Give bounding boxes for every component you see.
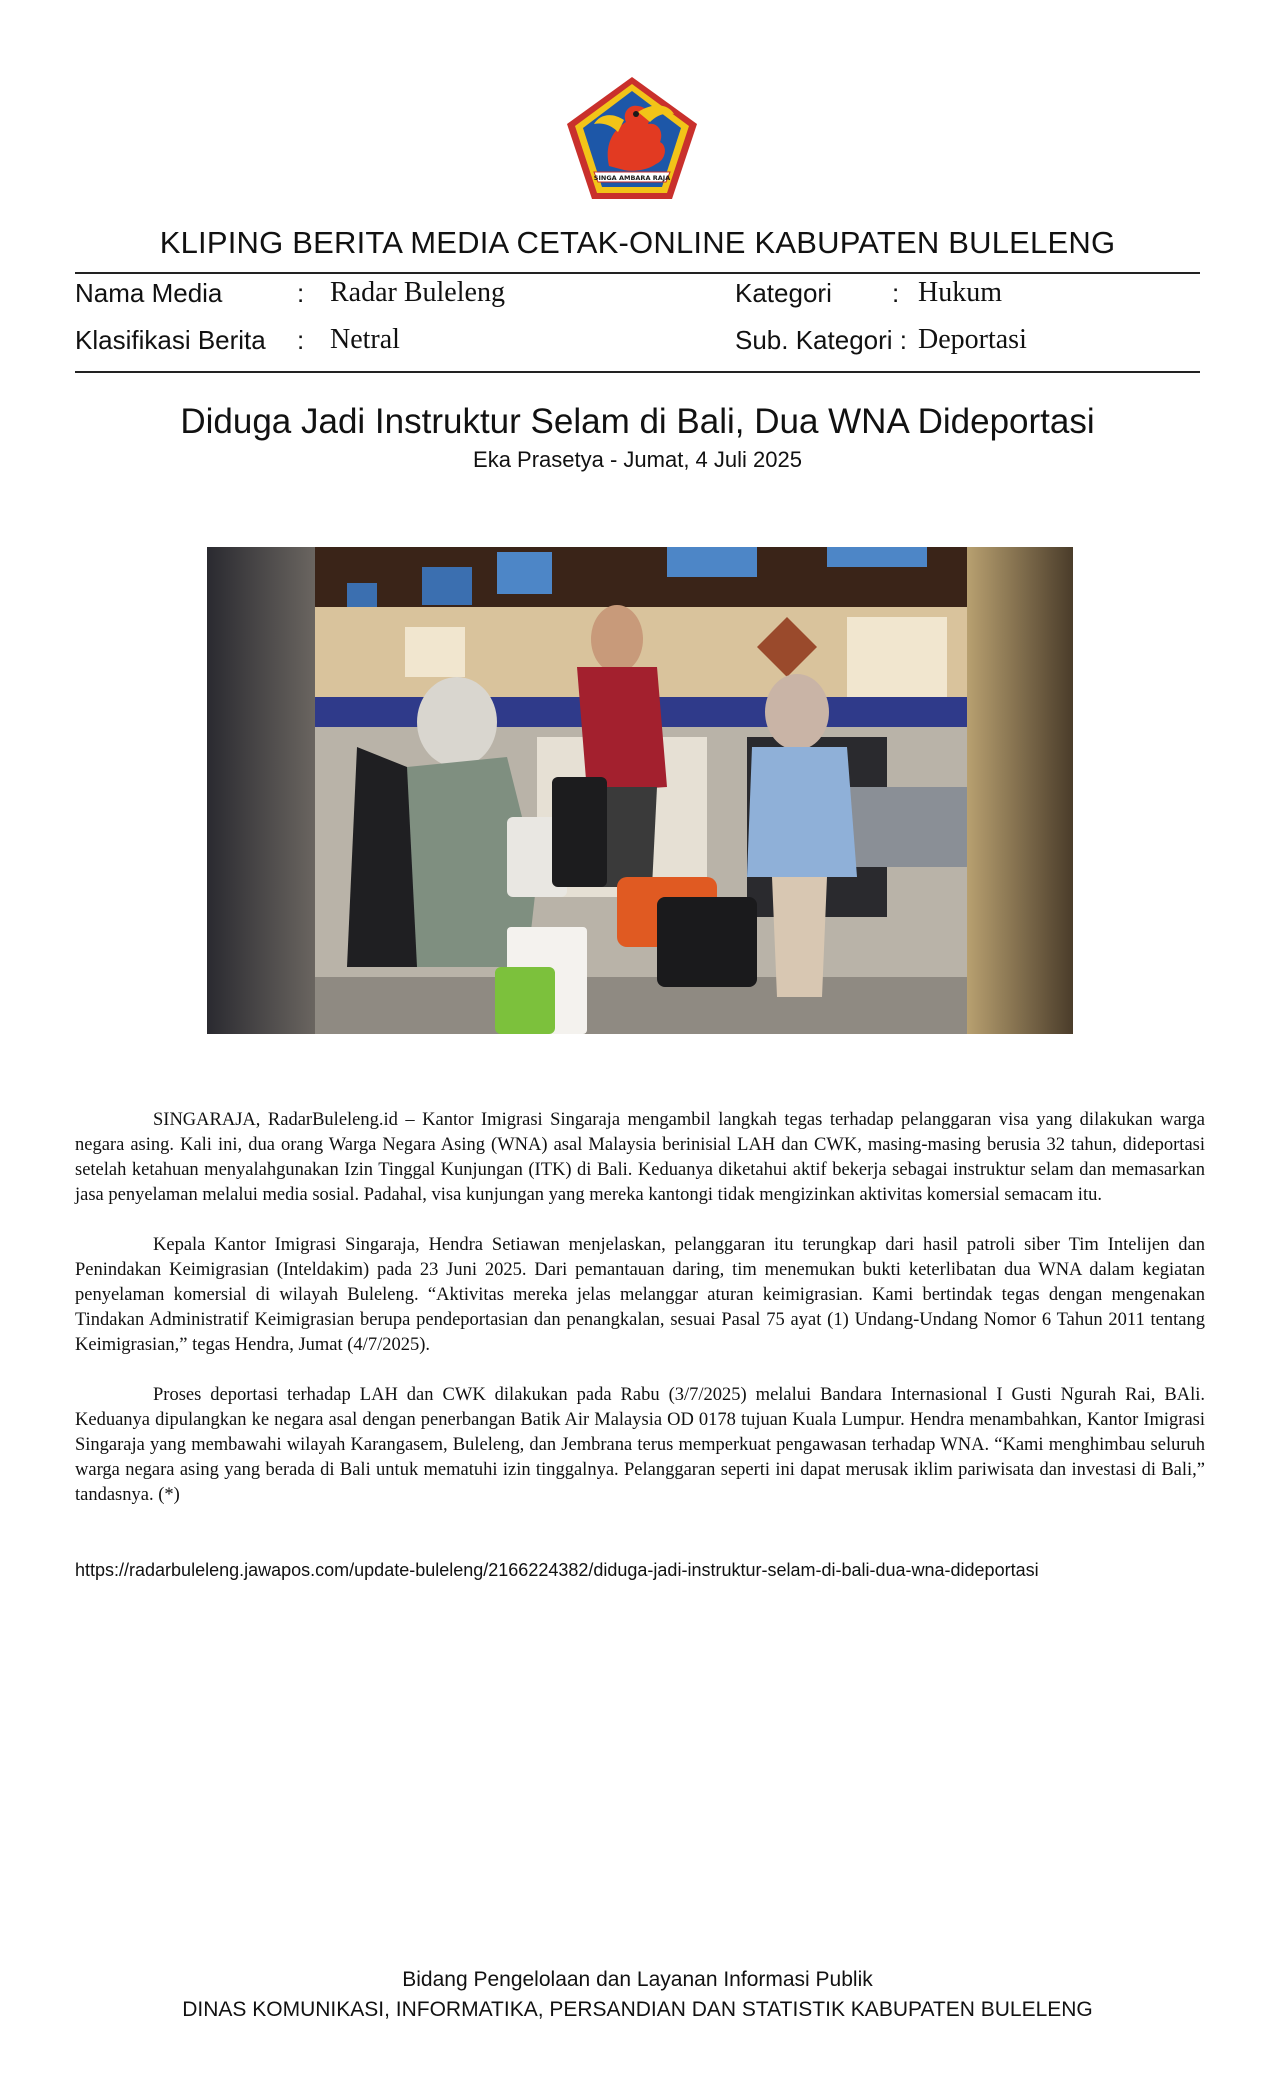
media-colon: : [297, 278, 305, 308]
klasifikasi-label: Klasifikasi Berita [75, 325, 266, 355]
logo-motto: SINGA AMBARA RAJA [593, 174, 671, 182]
article-paragraph-2: Kepala Kantor Imigrasi Singaraja, Hendra Setiawan menjelaskan, pelanggaran itu terungkap dari hasil patroli siber Tim Intelijen dan Penindakan Keimigrasian (Inteldakim) pada 23 Juni 2025. Dari pemantauan daring, tim menemukan bukti keterlibatan dua WNA dalam kegiatan penyelaman komersial di wilayah Buleleng. “Aktivitas mereka jelas melanggar aturan keimigrasian. Kami bertindak tegas dengan mengenakan Tindakan Administratif Keimigrasian berupa pendeportasian dan penangkalan, sesuai Pasal 75 ayat (1) Undang-Undang Nomor 6 Tahun 2011 tentang Keimigrasian,” tegas Hendra, Jumat (4/7/2025). [75, 1235, 1205, 1355]
article-body [75, 1108, 1205, 1533]
kategori-colon: : [892, 278, 900, 308]
media-label: Nama Media [75, 278, 223, 308]
header-divider-bottom [75, 371, 1200, 373]
subkategori-value: Deportasi [918, 324, 1027, 355]
klasifikasi-colon: : [297, 325, 305, 355]
article-headline: Diduga Jadi Instruktur Selam di Bali, Dua WNA Dideportasi [180, 402, 1095, 441]
media-value: Radar Buleleng [330, 277, 505, 308]
kategori-label: Kategori [735, 278, 832, 308]
source-url[interactable]: https://radarbuleleng.jawapos.com/update-buleleng/2166224382/diduga-jadi-instruktur-selam-di-bali-dua-wna-dideportasi [75, 1560, 1039, 1580]
kategori-value: Hukum [918, 277, 1002, 308]
footer-agency: DINAS KOMUNIKASI, INFORMATIKA, PERSANDIAN DAN STATISTIK KABUPATEN BULELENG [182, 1998, 1093, 2021]
article-paragraph-1: SINGARAJA, RadarBuleleng.id – Kantor Imigrasi Singaraja mengambil langkah tegas terhadap pelanggaran visa yang dilakukan warga negara asing. Kali ini, dua orang Warga Negara Asing (WNA) asal Malaysia berinisial LAH dan CWK, masing-masing berusia 32 tahun, dideportasi setelah ketahuan menyalahgunakan Izin Tinggal Kunjungan (ITK) di Bali. Keduanya diketahui aktif bekerja sebagai instruktur selam dan memasarkan jasa penyelaman melalui media sosial. Padahal, visa kunjungan yang mereka kantongi tidak mengizinkan aktivitas komersial semacam itu. [75, 1110, 1205, 1205]
singa-ambara-raja-emblem-icon [564, 74, 700, 202]
subkategori-label: Sub. Kategori : [735, 325, 907, 355]
article-byline: Eka Prasetya - Jumat, 4 Juli 2025 [473, 447, 802, 472]
page-title: KLIPING BERITA MEDIA CETAK-ONLINE KABUPATEN BULELENG [159, 225, 1116, 260]
article-paragraph-3: Proses deportasi terhadap LAH dan CWK dilakukan pada Rabu (3/7/2025) melalui Bandara Internasional I Gusti Ngurah Rai, BAli. Keduanya dipulangkan ke negara asal dengan penerbangan Batik Air Malaysia OD 0178 tujuan Kuala Lumpur. Hendra menambahkan, Kantor Imigrasi Singaraja yang membawahi wilayah Karangasem, Buleleng, dan Jembrana terus memperkuat pengawasan terhadap WNA. “Kami menghimbau seluruh warga negara asing yang berada di Bali untuk mematuhi izin tinggalnya. Pelanggaran seperti ini dapat merusak iklim pariwisata dan investasi di Bali,” tandasnya. (*) [75, 1385, 1205, 1505]
klasifikasi-value: Netral [330, 324, 400, 355]
header-divider-top [75, 272, 1200, 274]
footer-department: Bidang Pengelolaan dan Layanan Informasi Publik [402, 1968, 873, 1991]
airport-checkin-photo [207, 547, 1073, 1034]
